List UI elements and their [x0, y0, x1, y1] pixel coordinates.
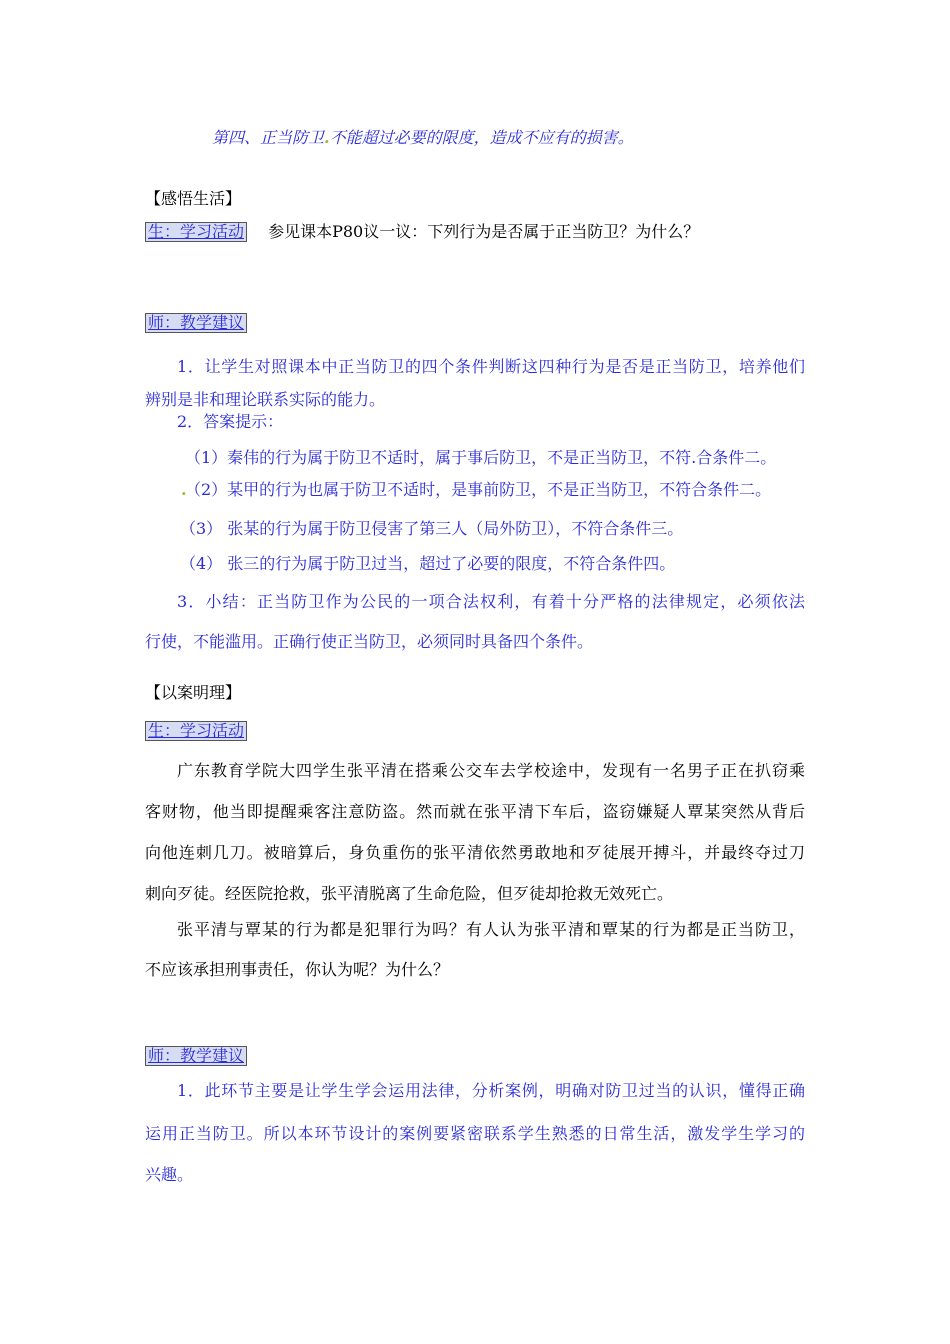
point4-text: 第四、正当防卫.不能超过必要的限度，造成不应有的损害。 [212, 128, 634, 147]
stray-mark: . [181, 480, 187, 499]
teacher-advice-row-2 [145, 1046, 247, 1066]
answer-1: （1）秦伟的行为属于防卫不适时，属于事后防卫，不是正当防卫，不符.合条件二。 [185, 448, 777, 467]
question-line-1: 张平清与覃某的行为都是犯罪行为吗？有人认为张平清和覃某的行为都是正当防卫， [177, 920, 805, 939]
advice-item2: 2．答案提示： [177, 412, 284, 431]
advice-item3-line1: 3．小结：正当防卫作为公民的一项合法权利，有着十分严格的法律规定，必须依法 [177, 592, 805, 611]
advice-line-3: 兴趣。 [145, 1165, 194, 1184]
teacher-advice-tag: 师：教学建议 [145, 1046, 247, 1066]
case-line-3: 向他连刺几刀。被暗算后，身负重伤的张平清依然勇敢地和歹徒展开搏斗，并最终夺过刀 [145, 843, 805, 862]
answer-4: （4） 张三的行为属于防卫过当，超过了必要的限度，不符合条件四。 [180, 554, 676, 573]
teacher-advice-row [145, 313, 247, 333]
case-line-1: 广东教育学院大四学生张平清在搭乘公交车去学校途中，发现有一名男子正在扒窃乘 [177, 761, 805, 780]
section-heading-life: 【感悟生活】 [145, 189, 242, 208]
question-line-2: 不应该承担刑事责任，你认为呢？为什么？ [145, 960, 450, 979]
student-activity-row [145, 222, 699, 242]
stray-mark: . [324, 128, 330, 147]
advice-item3-line2: 行使，不能滥用。正确行使正当防卫，必须同时具备四个条件。 [145, 632, 594, 651]
student-activity-row-2 [145, 721, 247, 741]
advice-line-1: 1．此环节主要是让学生学会运用法律，分析案例，明确对防卫过当的认识，懂得正确 [177, 1081, 805, 1100]
advice-line-2: 运用正当防卫。所以本环节设计的案例要紧密联系学生熟悉的日常生活，激发学生学习的 [145, 1124, 805, 1143]
answer-2-row: . （2）某甲的行为也属于防卫不适时，是事前防卫，不是正当防卫，不符合条件二。 [181, 480, 772, 499]
case-line-4: 刺向歹徒。经医院抢救，张平清脱离了生命危险，但歹徒却抢救无效死亡。 [145, 884, 674, 903]
student-activity-tag: 生：学习活动 [145, 721, 247, 741]
student-activity-tag: 生：学习活动 [145, 222, 247, 242]
case-line-2: 客财物，他当即提醒乘客注意防盗。然而就在张平清下车后，盗窃嫌疑人覃某突然从背后 [145, 802, 805, 821]
teacher-advice-tag: 师：教学建议 [145, 313, 247, 333]
advice-item1-line1: 1．让学生对照课本中正当防卫的四个条件判断这四种行为是否是正当防卫，培养他们 [177, 357, 805, 376]
section-heading-case: 【以案明理】 [145, 683, 242, 702]
advice-item1-line2: 辨别是非和理论联系实际的能力。 [145, 390, 386, 409]
answer-3: （3） 张某的行为属于防卫侵害了第三人（局外防卫），不符合条件三。 [180, 519, 684, 538]
student-activity-text: 参见课本P80议一议：下列行为是否属于正当防卫？为什么？ [268, 222, 700, 241]
